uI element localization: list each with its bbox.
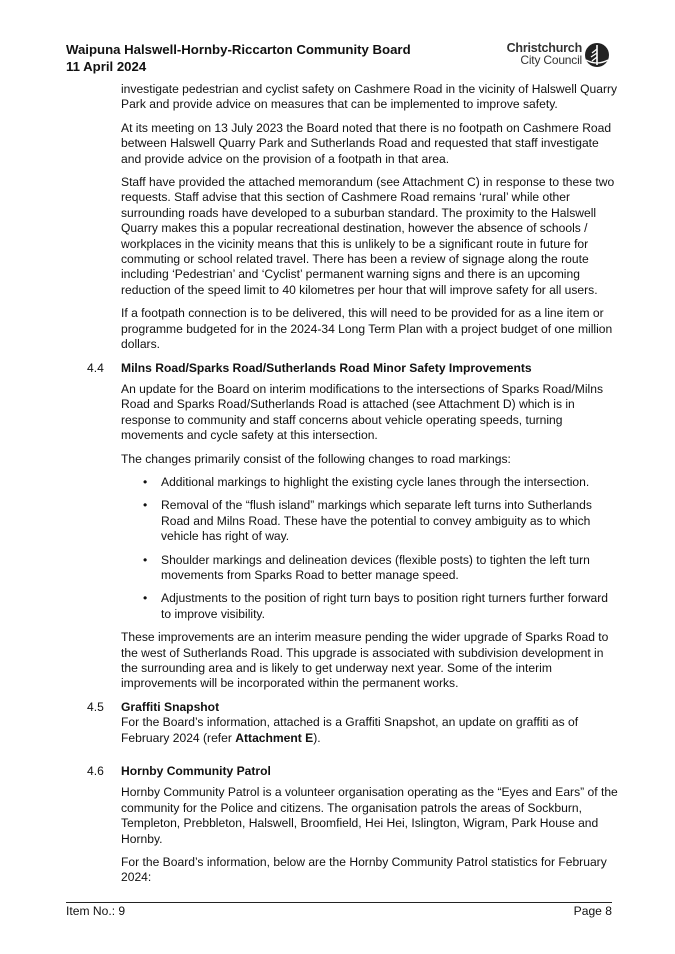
bullet-icon: • bbox=[143, 498, 148, 513]
section-title: Graffiti Snapshot bbox=[121, 699, 220, 714]
footer-divider bbox=[66, 902, 612, 903]
list-item bbox=[121, 475, 618, 490]
header-title bbox=[66, 41, 411, 75]
document-body bbox=[66, 82, 618, 894]
bullet-list bbox=[121, 475, 618, 622]
section-number: 4.5 bbox=[87, 699, 104, 714]
section-4-5 bbox=[66, 700, 618, 746]
list-item bbox=[121, 553, 618, 584]
intro-paragraph-3: Staff have provided the attached memorandum (see Attachment C) in response to these two requests. Staff advise that this section of Cashmere Road remains ‘rural’ while other surrounding roads have developed to a suburban standard. The proximity to the Halswell Quarry makes this a popular recreational destination, however the absence of schools / workplaces in the vicinity means that this is unlikely to be a significant route in future for commuting or school related travel. There has been a review of signage along the route including ‘Pedestrian’ and ‘Cyclist’ permanent warning signs and there is an upcoming reduction of the speed limit to 40 kilometres per hour that will improve safety for all users. bbox=[121, 175, 615, 297]
list-item-text: Adjustments to the position of right turn bays to position right turners further forward to improve visibility. bbox=[161, 591, 609, 621]
section-paragraph: Hornby Community Patrol is a volunteer organisation operating as the “Eyes and Ears” of the community for the Police and citizens. The organisation patrols the areas of Sockburn, Templeton, Prebbleton, Halswell, Broomfield, Hei Hei, Islington, Wigram, Park House and Hornby. bbox=[121, 785, 618, 846]
section-4-4 bbox=[66, 361, 618, 692]
intro-paragraph-1: investigate pedestrian and cyclist safety on Cashmere Road in the vicinity of Halswell Quarry Park and provide advice on measures that can be implemented to improve safety. bbox=[121, 82, 618, 112]
section-paragraph: For the Board’s information, below are the Hornby Community Patrol statistics for February 2024: bbox=[121, 855, 607, 885]
council-logo bbox=[502, 42, 612, 72]
logo-line2: City Council bbox=[520, 53, 582, 67]
page-number: Page 8 bbox=[573, 904, 612, 918]
list-item-text: Removal of the “flush island” markings which separate left turns into Sutherlands Road and Milns Road. These have the potential to convey ambiguity as to which vehicle has right of way. bbox=[161, 498, 592, 544]
section-title: Milns Road/Sparks Road/Sutherlands Road Minor Safety Improvements bbox=[121, 360, 532, 375]
meeting-date: 11 April 2024 bbox=[66, 59, 147, 74]
bullet-icon: • bbox=[143, 474, 148, 489]
list-item bbox=[121, 591, 618, 622]
list-item-text: Shoulder markings and delineation devices (flexible posts) to tighten the left turn movements from Sparks Road to better manage speed. bbox=[161, 552, 590, 582]
intro-paragraph-4: If a footpath connection is to be delivered, this will need to be provided for as a line item or programme budgeted for in the 2024-34 Long Term Plan with a project budget of one million dollars. bbox=[121, 306, 613, 352]
list-item-text: Additional markings to highlight the existing cycle lanes through the intersection. bbox=[161, 474, 590, 489]
section-number: 4.4 bbox=[87, 360, 104, 375]
board-name: Waipuna Halswell-Hornby-Riccarton Community Board bbox=[66, 42, 411, 57]
section-paragraph: These improvements are an interim measure pending the wider upgrade of Sparks Road to the west of Sutherlands Road. This upgrade is associated with subdivision development in the surrounding area and is likely to get underway next year. Some of the interim improvements will be incorporated within the permanent works. bbox=[121, 630, 609, 691]
section-paragraph: An update for the Board on interim modifications to the intersections of Sparks Road/Milns Road and Sparks Road/Sutherlands Road is attached (see Attachment D) which is in response to community and staff concerns about vehicle operating speeds, turning movements and cycle safety at this intersection. bbox=[121, 381, 603, 443]
section-4-6 bbox=[66, 764, 618, 886]
council-fern-icon bbox=[584, 42, 610, 68]
attachment-reference: Attachment E bbox=[235, 730, 314, 745]
text-run: ). bbox=[313, 730, 321, 745]
item-number: Item No.: 9 bbox=[66, 904, 126, 918]
bullet-icon: • bbox=[143, 591, 148, 606]
page-header bbox=[66, 40, 606, 80]
list-item bbox=[121, 498, 618, 544]
section-number: 4.6 bbox=[87, 764, 104, 779]
section-title: Hornby Community Patrol bbox=[121, 764, 271, 779]
section-paragraph: The changes primarily consist of the following changes to road markings: bbox=[121, 451, 511, 466]
logo-line1: Christchurch bbox=[506, 41, 582, 55]
text-run: For the Board’s information, attached is a Graffiti Snapshot, an update on graffiti as of February 2024 (refer bbox=[121, 715, 579, 745]
bullet-icon: • bbox=[143, 552, 148, 567]
section-paragraph bbox=[121, 715, 618, 746]
intro-paragraph-2: At its meeting on 13 July 2023 the Board noted that there is no footpath on Cashmere Road between Halswell Quarry Park and Sutherlands Road and requested that staff investigate and provide advice on the provision of a footpath in that area. bbox=[121, 120, 612, 166]
